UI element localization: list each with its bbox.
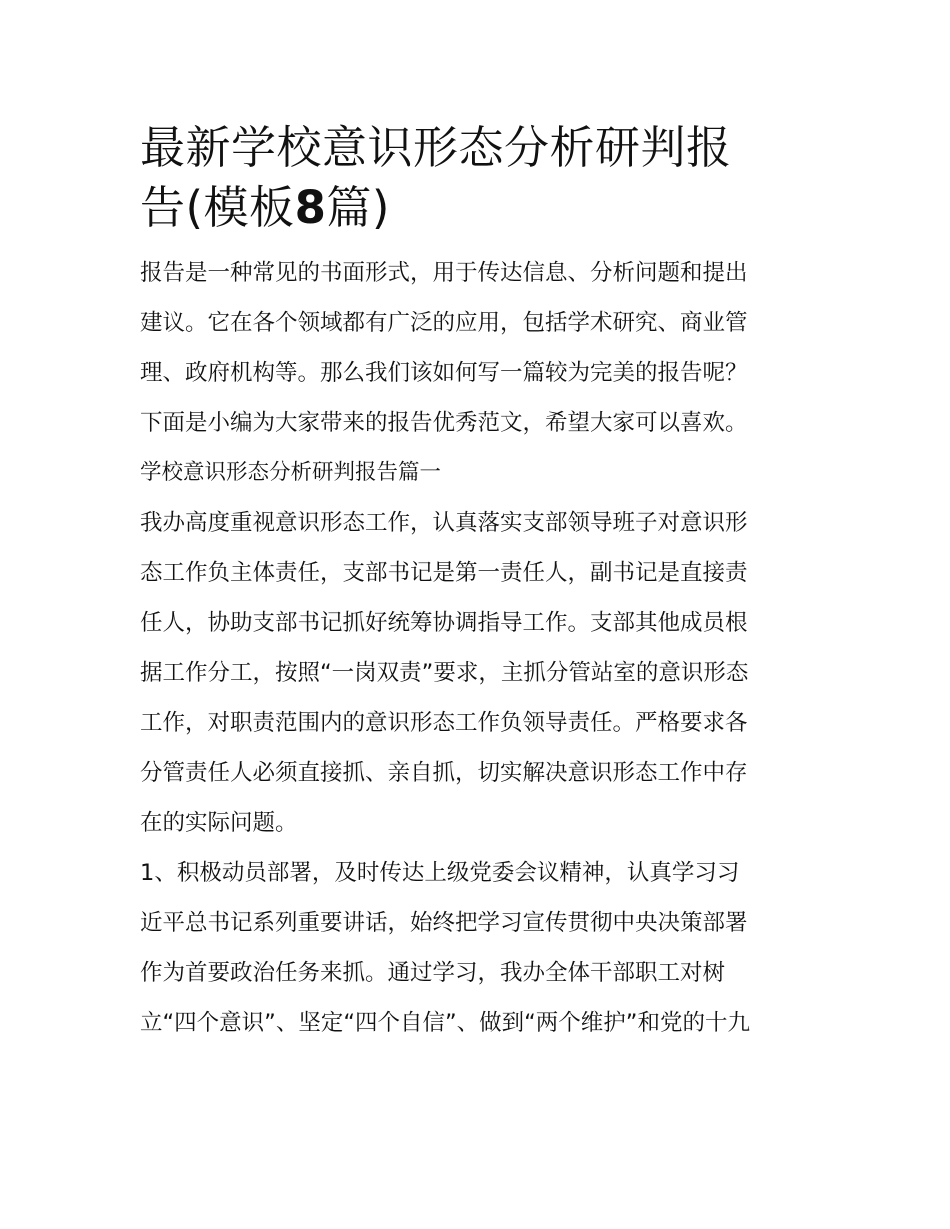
intro-line: 理、政府机构等。那么我们该如何写一篇较为完美的报告呢？ — [140, 360, 748, 386]
body-line: 工作，对职责范围内的意识形态工作负领导责任。严格要求各 — [140, 710, 748, 736]
body-line: 据工作分工，按照“一岗双责”要求，主抓分管站室的意识形态 — [140, 660, 749, 686]
body-line: 任人，协助支部书记抓好统筹协调指导工作。支部其他成员根 — [140, 610, 748, 636]
body-line: 1、积极动员部署，及时传达上级党委会议精神，认真学习习 — [140, 860, 740, 886]
body-line: 近平总书记系列重要讲话，始终把学习宣传贯彻中央决策部署 — [140, 910, 748, 936]
intro-line: 下面是小编为大家带来的报告优秀范文，希望大家可以喜欢。 — [140, 410, 748, 436]
section-heading: 学校意识形态分析研判报告篇一 — [140, 460, 442, 485]
body-line: 我办高度重视意识形态工作，认真落实支部领导班子对意识形 — [140, 510, 748, 536]
body-line: 在的实际问题。 — [140, 810, 298, 836]
body-paragraph-1 — [140, 498, 815, 848]
title-line-2: 告(模板8篇) — [140, 181, 390, 234]
document-page — [140, 118, 815, 1048]
title-line-1: 最新学校意识形态分析研判报 — [140, 121, 732, 174]
document-title — [140, 118, 815, 238]
body-line: 态工作负主体责任，支部书记是第一责任人，副书记是直接责 — [140, 560, 748, 586]
intro-line: 报告是一种常见的书面形式，用于传达信息、分析问题和提出 — [140, 260, 748, 286]
body-paragraph-2 — [140, 848, 815, 1048]
intro-line: 建议。它在各个领域都有广泛的应用，包括学术研究、商业管 — [140, 310, 748, 336]
body-line: 作为首要政治任务来抓。通过学习，我办全体干部职工对树 — [140, 960, 726, 986]
intro-paragraph — [140, 248, 815, 448]
body-line: 立“四个意识”、坚定“四个自信”、做到“两个维护”和党的十九 — [140, 1010, 750, 1036]
body-line: 分管责任人必须直接抓、亲自抓，切实解决意识形态工作中存 — [140, 760, 748, 786]
